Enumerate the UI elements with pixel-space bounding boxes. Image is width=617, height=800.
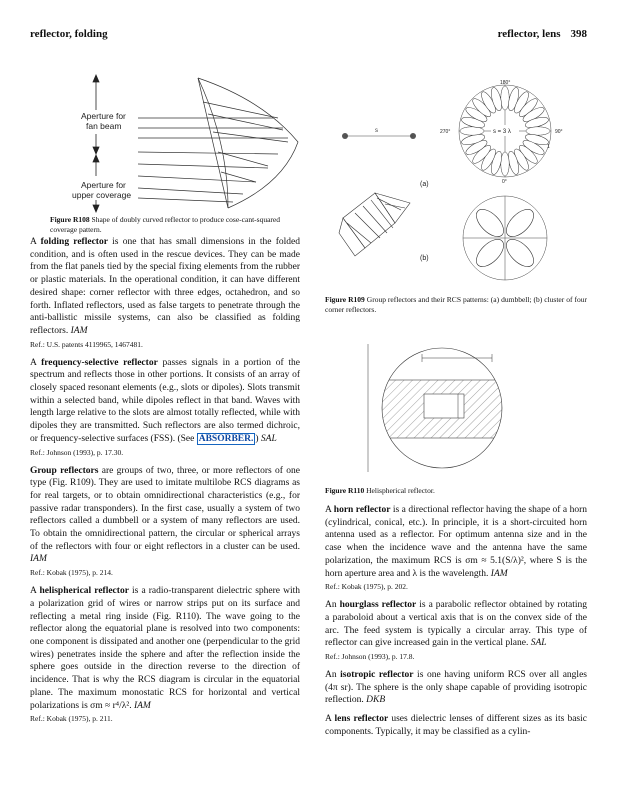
r109-s-label: s (375, 128, 378, 134)
r109-angle-180: 180° (500, 80, 511, 86)
r108-label-top: Aperture for (81, 111, 126, 121)
figure-r109-caption (325, 295, 587, 315)
entry-prefix: A (30, 237, 41, 247)
entry-body: is one having uniform RCS over all angles (4π sr). The sphere is the only shape capable of providing isotropic reflection. (325, 670, 587, 706)
entry-post: ) (255, 433, 261, 444)
r109-spacing-value: s = 3 (493, 129, 507, 135)
r109-angle-0: 0° (502, 179, 507, 185)
entry-signature: IAM (133, 700, 151, 711)
entry-body: are groups of two, three, or more reflectors of one type (Fig. R109). They are used to imitate multilobe RCS diagrams as for real targets, or to obtain omnidirectional characteristics (e.g., for passive radar transponders). In the first case, usually a system of two reflectors called a dumbbell or a system of many reflectors are used. To obtain the omnidirectional pattern, the circular or spherical arrays of the reflectors with four or eight reflectors in a cluster can be used. (30, 465, 300, 552)
entry-group-reflectors (30, 465, 300, 567)
r109-unit: λ (507, 129, 511, 135)
entry-term: isotropic reflector (340, 670, 414, 681)
r108-label-bottom: Aperture for (81, 180, 126, 190)
r108-label-bottom-2: upper coverage (72, 190, 132, 200)
running-head-left: reflector, folding (30, 28, 108, 40)
entry-term: frequency-selective reflector (41, 357, 158, 368)
entry-body: is a parabolic reflector obtained by rotating a paraboloid about a vertical axis that is on the convex side of the arc. The feed system is typically a circular array. This type of reflector can give increased gain in the vertical plane. (325, 600, 587, 649)
entry-lens-reflector (325, 713, 587, 738)
r108-label-top-2: fan beam (86, 121, 122, 131)
entry-body: passes signals in a portion of the spectrum and reflects those in other portions. It consists of an array of closely spaced resonant elements (e.g., slots or dipoles). Slots transmit within a selected band, while dipoles reflect in that band. Waves with length large relative to the slots are almost totally reflected, while with dipoles they are transmitted. Such reflectors are also termed dichroic, or frequency-selective surfaces (FSS). (See (30, 357, 300, 444)
entry-reference: Ref.: Kobak (1975), p. 211. (30, 714, 113, 724)
entry-reference: Ref.: Johnson (1993), p. 17.30. (30, 447, 124, 457)
r109-angle-90: 90° (555, 129, 563, 135)
running-head-right-term: reflector, lens (497, 28, 561, 40)
figure-r109 (335, 78, 595, 288)
entry-body: is a directional reflector having the shape of a horn (cylindrical, conical, etc.). In principle, it is a short-circuited horn antenna used as a reflector. For optimum antenna size and in the case when the incidence wave and the antenna have the same polarization, the maximum RCS is σm ≈ 5.1(S/λ)², where S is the horn aperture area and λ is the wavelength. (325, 505, 587, 579)
entry-body: is one that has small dimensions in the folded condition, and is often used in the rescue devices. They can be made from the flat panels tied by the special fixing elements from the rubber or plastic materials. In the operational condition, it can have different desired shape: corner reflector with three edges, octahedron, and so forth. Inflated reflectors, used as false targets to penetrate through the anti-ballistic missile systems, can also be classified as folding reflectors. (30, 237, 300, 336)
entry-horn-reflector (325, 504, 587, 580)
figure-r108-caption (50, 215, 300, 235)
r109-label-b: (b) (420, 255, 429, 262)
figure-r110-caption-text: Helispherical reflector. (364, 486, 435, 495)
r109-angle-270: 270° (440, 129, 451, 135)
entry-hourglass-reflector (325, 599, 587, 650)
entry-reference: Ref.: Kobak (1975), p. 214. (30, 568, 113, 578)
running-head-right (498, 28, 587, 40)
entry-reference: Ref.: U.S. patents 4119965, 1467481. (30, 339, 143, 349)
figure-r109-caption-text: Group reflectors and their RCS patterns: (a) dumbbell; (b) cluster of four corner reflectors. (325, 295, 587, 314)
entry-term: lens reflector (334, 714, 389, 725)
entry-signature: IAM (30, 554, 47, 565)
entry-reference: Ref.: Kobak (1975), p. 202. (325, 582, 408, 592)
figure-r108 (72, 72, 308, 212)
entry-term: hourglass reflector (339, 600, 417, 611)
entry-prefix: A (30, 586, 40, 597)
rcs-lobe (501, 86, 509, 110)
r109-label-a: (a) (420, 181, 429, 188)
figure-r110 (342, 340, 522, 478)
rcs-lobe (460, 127, 484, 135)
r109-spacing (493, 129, 511, 135)
entry-term: folding reflector (40, 237, 108, 247)
entry-prefix: An (325, 670, 341, 681)
entry-folding-reflector (30, 236, 300, 338)
absorber-cross-reference-link[interactable]: ABSORBER. (198, 433, 254, 444)
entry-reference: Ref.: Johnson (1993), p. 17.8. (325, 652, 415, 662)
figure-r109-caption-number: Figure R109 (325, 295, 365, 304)
entry-term: Group reflectors (30, 465, 99, 476)
entry-signature: DKB (366, 695, 386, 706)
figure-r108-caption-number: Figure R108 (50, 215, 90, 224)
entry-prefix: A (325, 505, 334, 515)
entry-signature: SAL (260, 433, 277, 444)
entry-signature: SAL (530, 638, 547, 649)
left-column (30, 236, 300, 731)
entry-body: uses dielectric lenses of different sizes as its basic components. Typically, it may be classified as a cylin- (325, 714, 587, 737)
entry-isotropic-reflector (325, 669, 587, 707)
rcs-lobe (526, 127, 550, 135)
page-number: 398 (570, 28, 587, 40)
entry-signature: IAM (490, 568, 508, 579)
right-column (325, 504, 587, 739)
entry-helispherical-reflector (30, 585, 300, 712)
entry-frequency-selective-reflector (30, 357, 300, 446)
figure-r110-caption-number: Figure R110 (325, 486, 365, 495)
entry-prefix: A (325, 714, 335, 725)
entry-prefix: An (325, 600, 340, 611)
entry-body: is a radio-transparent dielectric sphere with a polarization grid of wires or narrow strips put on its surface and reflecting a metal ring inside (Fig. R110). The wave going to the reflector along the equatorial plane is resolved into two components: one component is dissipated and another one (perpendicular to the grid wires) penetrates inside the sphere and after the reflection inside the sphere goes outside in the direction reverse to the direction of incidence. That is why the RCS diagram is circular in the equatorial plane. The maximum monostatic RCS for horizontal and vertical polarizations is σm ≈ r⁴/λ². (30, 586, 300, 711)
figure-r110-caption (325, 486, 587, 496)
rcs-lobe (501, 152, 509, 176)
entry-term: horn reflector (333, 505, 391, 515)
figure-r108-caption-text: Shape of doubly curved reflector to produce cose-cant-squared coverage pattern. (50, 215, 280, 234)
entry-term: helispherical reflector (39, 586, 129, 597)
r109-one: 1 (547, 144, 550, 150)
entry-signature: IAM (70, 325, 88, 336)
entry-prefix: A (30, 357, 42, 368)
